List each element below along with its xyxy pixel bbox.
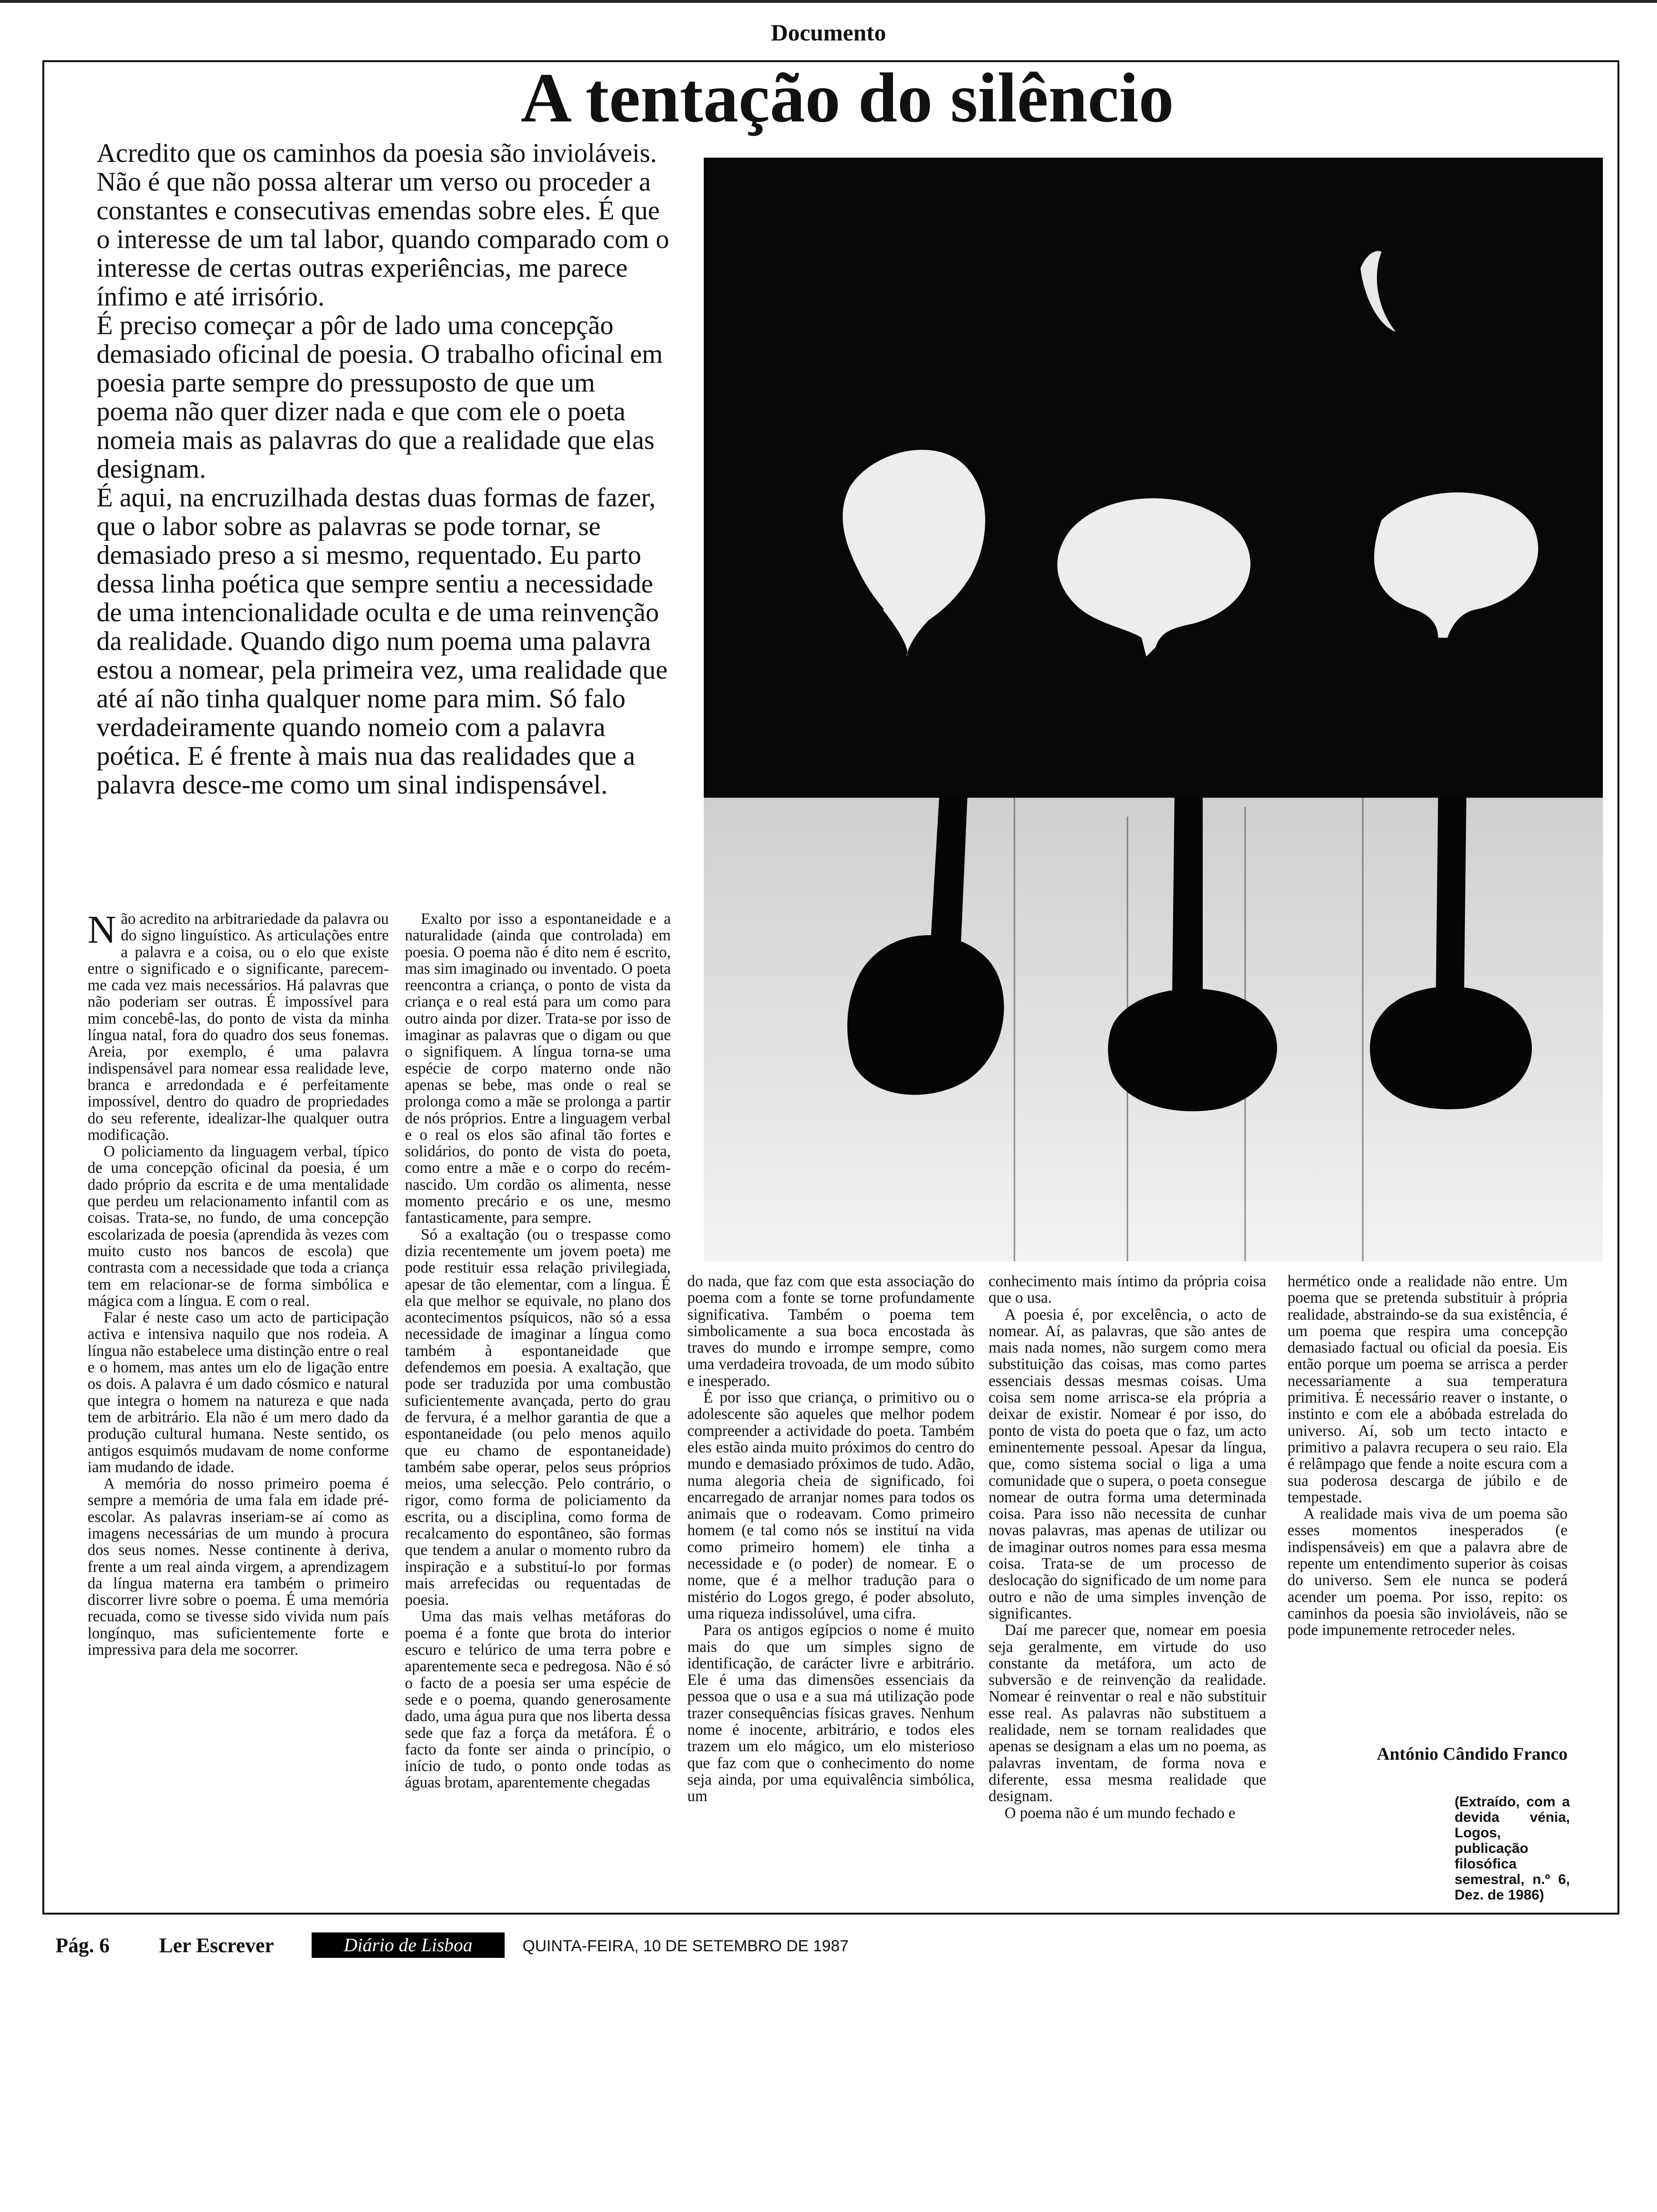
body-paragraph: O policiamento da linguagem verbal, típico de uma concepção oficinal da poesia, é um dado próprio da escrita e de uma mentalidade que perdeu um relacionamento infantil com as coisas. Trata-se, no fundo, de uma concepção escolarizada de poesia (aprendida às vezes com muito custo nos bancos de escola) que contrasta com a necessidade que toda a criança tem em relacionar-se de forma simbólica e mágica com a língua. E com o real. xyxy=(88,1143,389,1310)
body-column-1 xyxy=(88,908,389,1659)
body-paragraph: Falar é neste caso um acto de participação activa e intensiva naquilo que nos rodeia. A língua não estabelece uma distinção entre o real e o homem, mas antes um elo de ligação entre os dois. A palavra é um dado cósmico e natural que integra o homem na natureza e que nada tem de arbitrário. Ela não é um mero dado da produção cultural humana. Neste sentido, os antigos esquimós mudavam de nome conforme iam mudando de idade. xyxy=(88,1309,389,1476)
artwork-illustration xyxy=(704,158,1603,1261)
body-paragraph: A memória do nosso primeiro poema é sempre a memória de uma fala em idade pré-escolar. As palavras inseriam-se aí como as imagens necessárias de um mundo à procura dos seus nomes. Nesse continente à deriva, frente a um real ainda virgem, a aprendizagem da língua materna era também o primeiro discorrer livre sobre o poema. É uma memória recuada, como se tivesse sido vivida num país longínquo, mas suficientemente forte e impressiva para dela me socorrer. xyxy=(88,1475,389,1659)
intro-paragraph: Acredito que os caminhos da poesia são invioláveis. Não é que não possa alterar um verso ou proceder a constantes e consecutivas emendas sobre eles. É que o interesse de um tal labor, quando comparado com o interesse de certas outras experiências, me parece ínfimo e até irrisório. xyxy=(97,138,669,312)
body-paragraph: conhecimento mais íntimo da própria coisa que o usa. xyxy=(989,1273,1266,1307)
body-paragraph xyxy=(88,908,389,1144)
body-column-5 xyxy=(1287,1273,1568,1639)
body-column-3 xyxy=(687,1273,974,1805)
source-note: (Extraído, com a devida vénia, Logos, publicação filosófica semestral, n.º 6, Dez. de 1986) xyxy=(1455,1794,1570,1903)
body-paragraph: Uma das mais velhas metáforas do poema é a fonte que brota do interior escuro e telúrico de uma terra pobre e aparentemente seca e pedregosa. Não é só o facto de a poesia ser uma espécie de sede e o poema, quando generosamente dado, uma água pura que nos liberta dessa sede que faz a força da metáfora. É o facto da fonte ser ainda o princípio, o início de tudo, o ponto onde todas as águas brotam, aparentemente chegadas xyxy=(405,1608,671,1792)
body-paragraph: É por isso que criança, o primitivo ou o adolescente são aqueles que melhor podem compreender a actividade do poeta. Também eles estão ainda muito próximos do centro do mundo e demasiado próximos de tudo. Adão, numa alegoria cheia de significado, foi encarregado de arranjar nomes para todos os animais que o rodeavam. Como primeiro homem (e tal como nós se instituí na vida como primeiro homem) ele tinha a necessidade e (o poder) de nomear. E o nome, que é a melhor tradução para o mistério do Logos grego, é poder absoluto, uma riqueza indissolúvel, uma cifra. xyxy=(687,1389,974,1622)
section-label: Documento xyxy=(771,19,886,46)
body-paragraph: Daí me parecer que, nomear em poesia seja geralmente, em virtude do uso constante da metáfora, um acto de subversão e de reinvenção da realidade. Nomear é reinventar o real e não substituir esse real. As palavras não substituem a realidade, nem se tornam realidades que apenas se designam a elas um no poema, as palavras inventam, de forma nova e diferente, essa mesma realidade que designam. xyxy=(989,1621,1266,1805)
body-paragraph: Exalto por isso a espontaneidade e a naturalidade (ainda que controlada) em poesia. O poema não é dito nem é escrito, mas sim imaginado ou inventado. O poeta reencontra a criança, o ponto de vista da criança e o real está para um como para outro ainda por dizer. Trata-se por isso de imaginar as palavras que o digam ou que o signifiquem. A língua torna-se uma espécie de corpo materno onde não apenas se bebe, mas onde o real se prolonga como a mãe se prolonga a partir de nós próprios. Entre a linguagem verbal e o real os elos são afinal tão fortes e solidários, do ponto de vista do poeta, como entre a mãe e o corpo do recém-nascido. Um cordão os alimenta, nesse momento precário e os une, mesmo fantasticamente, para sempre. xyxy=(405,910,671,1227)
top-rule xyxy=(0,0,1657,3)
author-signature: António Cândido Franco xyxy=(1376,1744,1568,1764)
body-paragraph: hermético onde a realidade não entre. Um poema que se pretenda substituir à própria realidade, abstraindo-se da sua existência, é um poema que respira uma concepção demasiado factual ou oficial da poesia. Eis então porque um poema se arrisca a perder necessariamente a sua temperatura primitiva. É necessário reaver o instante, o instinto e com ele a abóbada estrelada do universo. Aí, sob um tecto intacto e primitivo a palavra recupera o seu raio. Ela é relâmpago que fende a noite escura com a sua poderosa descarga de júbilo e de tempestade. xyxy=(1287,1273,1568,1506)
artwork-photo xyxy=(704,158,1603,1261)
intro-paragraph: É preciso começar a pôr de lado uma concepção demasiado oficinal de poesia. O trabalho oficinal em poesia parte sempre do pressuposto de que um poema não quer dizer nada e que com ele o poeta nomeia mais as palavras do que a realidade que elas designam. xyxy=(97,311,663,484)
intro-text xyxy=(97,139,673,911)
body-column-2 xyxy=(405,911,671,1791)
body-paragraph: Só a exaltação (ou o trespasse como dizia recentemente um jovem poeta) me pode restituir essa relação privilegiada, apesar de tão elementar, com a língua. É ela que melhor se equivale, no plano dos acontecimentos psíquicos, não só a essa necessidade de imaginar a língua como também à espontaneidade que defendemos em poesia. A exaltação, que pode ser traduzida por uma combustão suficientemente avançada, perto do grau de fervura, é a melhor garantia de que a espontaneidade (ou pelo menos aquilo que eu chamo de espontaneidade) também sabe operar, pelos seus próprios meios, uma selecção. Pelo contrário, o rigor, como forma de policiamento da escrita, ou a disciplina, como forma de recalcamento do espontâneo, são formas que tendem a anular o momento rubro da inspiração e a substituí-lo por formas mais arrefecidas ou requentadas de poesia. xyxy=(405,1226,671,1609)
section-name: Ler Escrever xyxy=(159,1934,274,1957)
intro-paragraph: É aqui, na encruzilhada destas duas formas de fazer, que o labor sobre as palavras se pode tornar, se demasiado preso a si mesmo, requentado. Eu parto dessa linha poética que sempre sentiu a necessidade de uma intencionalidade oculta e de uma reinvenção da realidade. Quando digo num poema uma palavra estou a nomear, pela primeira vez, uma realidade que até aí não tinha qualquer nome para mim. Só falo verdadeiramente quando nomeio com a palavra poética. E é frente à mais nua das realidades que a palavra desce-me como um sinal indispensável. xyxy=(97,483,668,800)
body-paragraph: A realidade mais viva de um poema são esses momentos inesperados (e indispensáveis) em que a palavra abre de repente um entendimento superior às coisas do universo. Sem ele nunca se poderá acender um poema. Por isso, repito: os caminhos da poesia são invioláveis, não se pode impunemente retroceder neles. xyxy=(1287,1505,1568,1639)
body-paragraph: Para os antigos egípcios o nome é muito mais do que um simples signo de identificação, de carácter livre e arbitrário. Ele é uma das dimensões essenciais da pessoa que o usa e a sua má utilização pode trazer consequências físicas graves. Nenhum nome é inocente, arbitrário, e todos eles trazem um elo mágico, um elo misterioso que faz com que o conhecimento do nome seja ainda, por uma equivalência simbólica, um xyxy=(687,1621,974,1805)
body-paragraph: do nada, que faz com que esta associação do poema com a fonte se torne profundamente significativa. Também o poema tem simbolicamente a sua boca encostada às traves do mundo e irrompe sempre, como uma verdadeira trovoada, de um modo súbito e inesperado. xyxy=(687,1273,974,1390)
headline: A tentação do silêncio xyxy=(521,59,1174,137)
body-paragraph: A poesia é, por excelência, o acto de nomear. Aí, as palavras, que são antes de mais nada nomes, não surgem como mera substituição das coisas, mas como partes essenciais dessas mesmas coisas. Uma coisa sem nome arrisca-se ela própria a deixar de existir. Nomear é por isso, do ponto de vista do poeta que o faz, um acto eminentemente pessoal. Apesar da língua, que, como sistema social o liga a uma comunidade que o supera, o poeta consegue nomear de outra forma uma determinada coisa. Para isso não necessita de cunhar novas palavras, mas apenas de utilizar ou de imaginar outros nomes para essa mesma coisa. Trata-se de um processo de deslocação do significado de um nome para outro e não de uma simples invenção de significantes. xyxy=(989,1306,1266,1622)
publication-date: QUINTA-FEIRA, 10 DE SETEMBRO DE 1987 xyxy=(523,1937,849,1955)
drop-cap: N xyxy=(88,908,116,952)
body-paragraph: O poema não é um mundo fechado e xyxy=(1005,1804,1236,1822)
newspaper-logo: Diário de Lisboa xyxy=(312,1932,505,1958)
body-column-4 xyxy=(989,1273,1266,1821)
body-paragraph-text: ão acredito na arbitrariedade da palavra ou do signo linguístico. As articulações entre a palavra e a coisa, ou o elo que existe entre o significado e o significante, parecem-me cada vez mais necessários. Há palavras que não poderiam ser outras. É impossível para mim concebê-las, do ponto de vista da minha língua natal, fora do quadro dos seus fonemas. Areia, por exemplo, é uma palavra indispensável para nomear essa realidade leve, branca e arredondada e é perfeitamente impossível, dentro do quadro de propriedades do seu referente, idealizar-lhe qualquer outra modificação. xyxy=(88,910,389,1144)
page-number: Pág. 6 xyxy=(56,1934,110,1957)
